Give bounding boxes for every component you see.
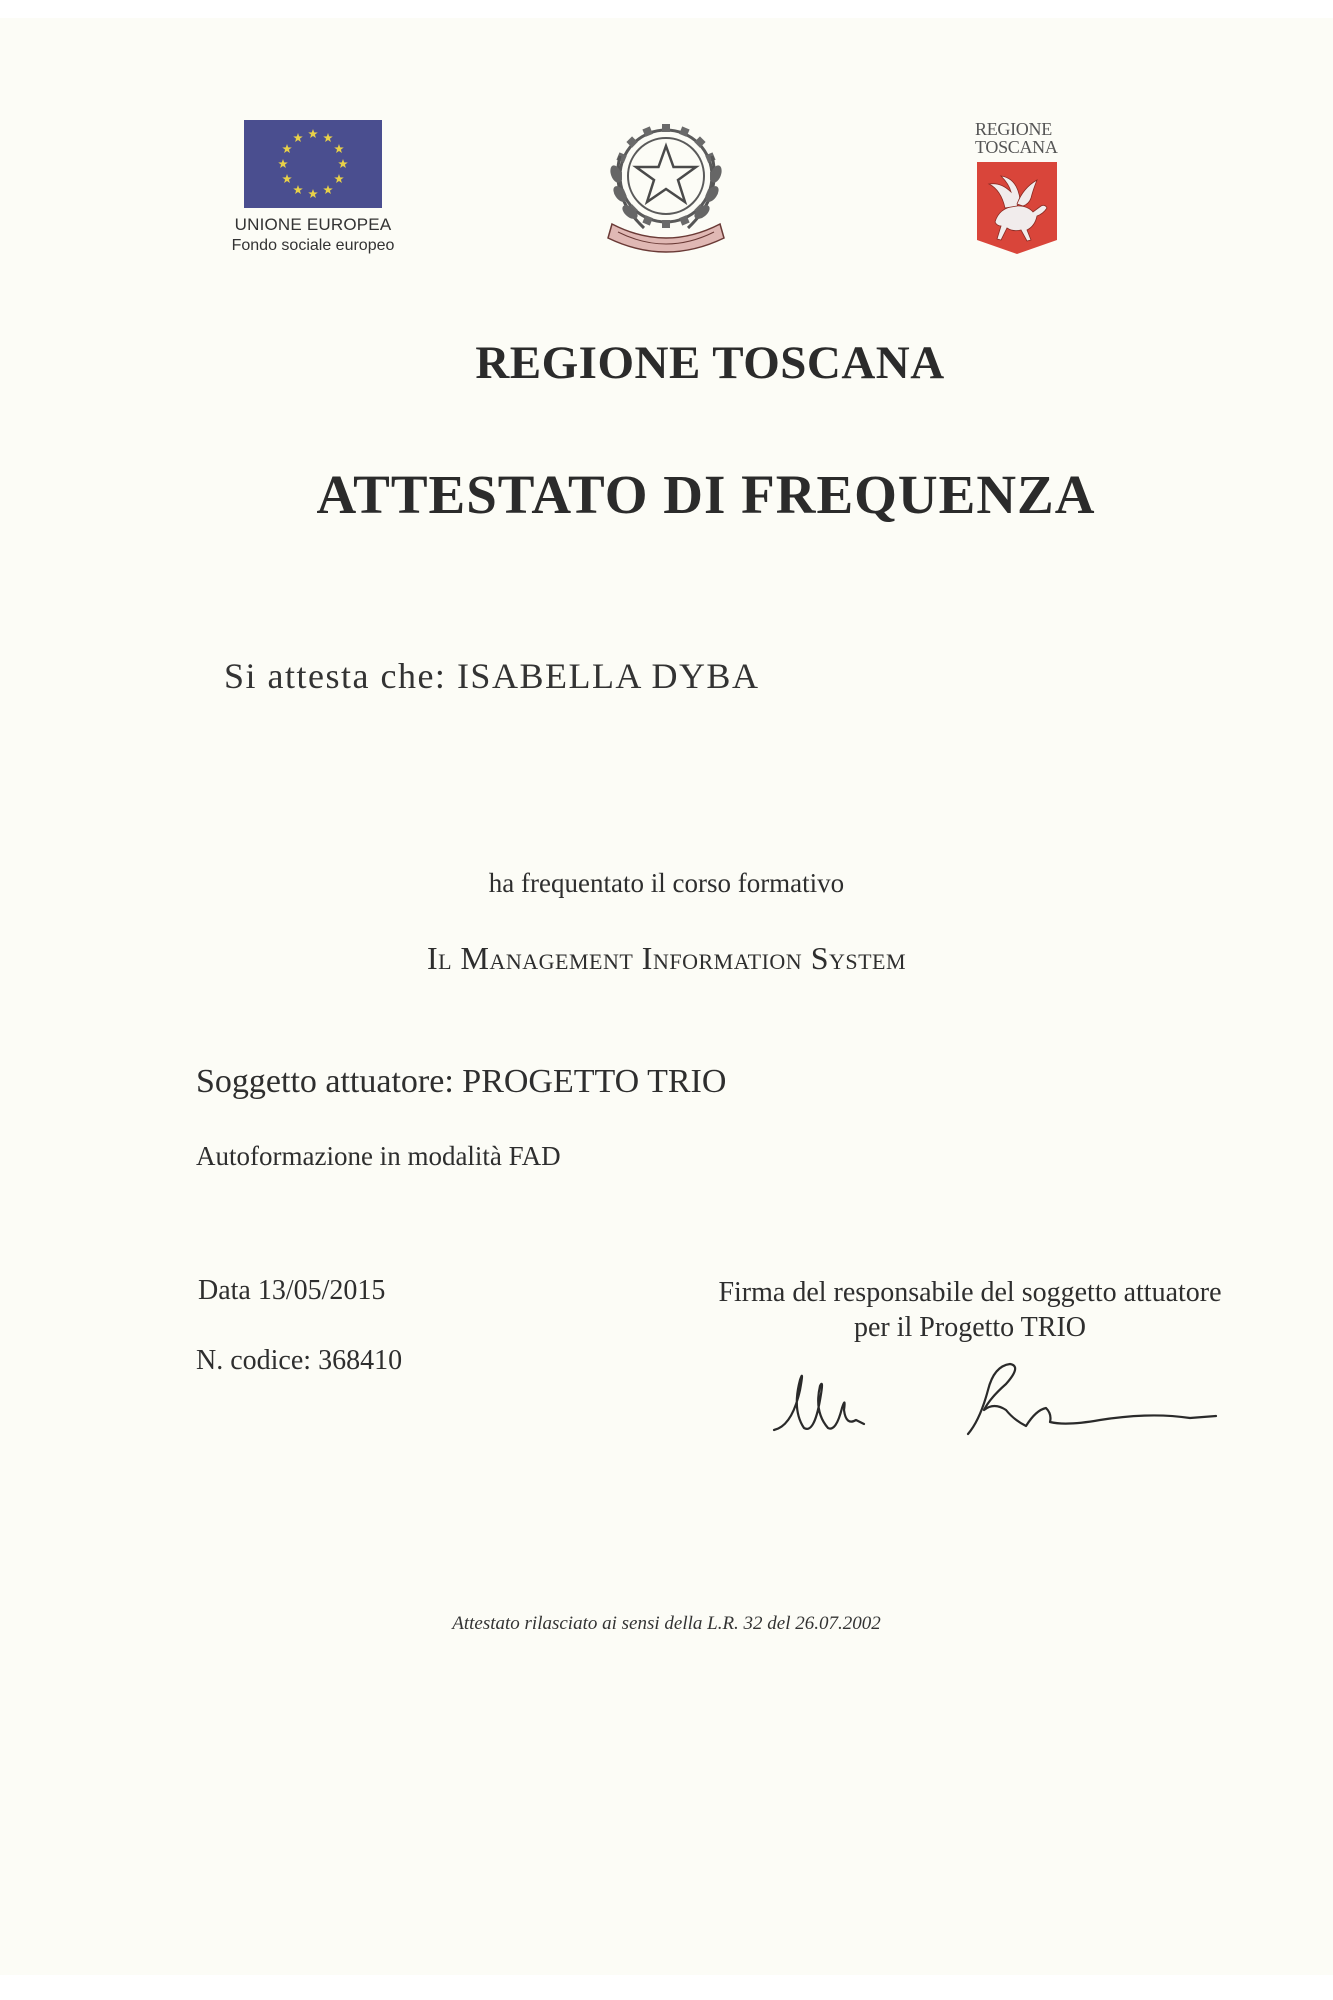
handwritten-signature bbox=[770, 1350, 1230, 1450]
scan-bottom-border bbox=[0, 1975, 1333, 2000]
legal-note: Attestato rilasciato ai sensi della L.R. 32 del 26.07.2002 bbox=[452, 1613, 881, 1634]
region-title: REGIONE TOSCANA bbox=[475, 337, 945, 389]
implementing-body-line bbox=[196, 1063, 726, 1101]
date-label: Data bbox=[198, 1275, 251, 1306]
code-line bbox=[196, 1345, 402, 1377]
course-name: Il Management Information System bbox=[426, 940, 907, 976]
cog-tooth-icon bbox=[694, 136, 705, 147]
recipient-label: Si attesta che: bbox=[224, 656, 447, 696]
document-title: ATTESTATO DI FREQUENZA bbox=[316, 464, 1096, 525]
date-line bbox=[198, 1275, 385, 1307]
date-value: 13/05/2015 bbox=[257, 1275, 386, 1306]
code-label: N. codice: bbox=[196, 1345, 312, 1376]
scan-top-border bbox=[0, 0, 1333, 18]
eu-flag-icon bbox=[244, 120, 382, 208]
signature-caption bbox=[660, 1275, 1280, 1345]
cog-tooth-icon bbox=[662, 124, 670, 132]
implementing-body-value: PROGETTO TRIO bbox=[462, 1063, 727, 1100]
toscana-logo-line1: REGIONE bbox=[975, 119, 1052, 139]
toscana-logo-line2: TOSCANA bbox=[975, 137, 1058, 157]
attendance-statement: ha frequentato il corso formativo bbox=[488, 868, 845, 898]
cog-tooth-icon bbox=[626, 136, 637, 147]
recipient-name: ISABELLA DYBA bbox=[456, 656, 760, 696]
eu-caption-line1: UNIONE EUROPEA bbox=[234, 215, 392, 234]
eu-caption-line2: Fondo sociale europeo bbox=[231, 237, 395, 254]
cog-tooth-icon bbox=[662, 220, 670, 228]
recipient-line bbox=[224, 655, 759, 697]
italian-republic-emblem-icon bbox=[604, 116, 728, 254]
implementing-body-label: Soggetto attuatore: bbox=[196, 1063, 454, 1100]
code-value: 368410 bbox=[318, 1345, 403, 1376]
training-mode: Autoformazione in modalità FAD bbox=[196, 1141, 561, 1171]
signature-caption-line2: per il Progetto TRIO bbox=[853, 1312, 1086, 1343]
eu-logo bbox=[218, 120, 408, 256]
signature-caption-line1: Firma del responsabile del soggetto attuatore bbox=[718, 1277, 1222, 1308]
winged-horse-icon bbox=[975, 160, 1059, 256]
toscana-logo bbox=[975, 120, 1075, 256]
